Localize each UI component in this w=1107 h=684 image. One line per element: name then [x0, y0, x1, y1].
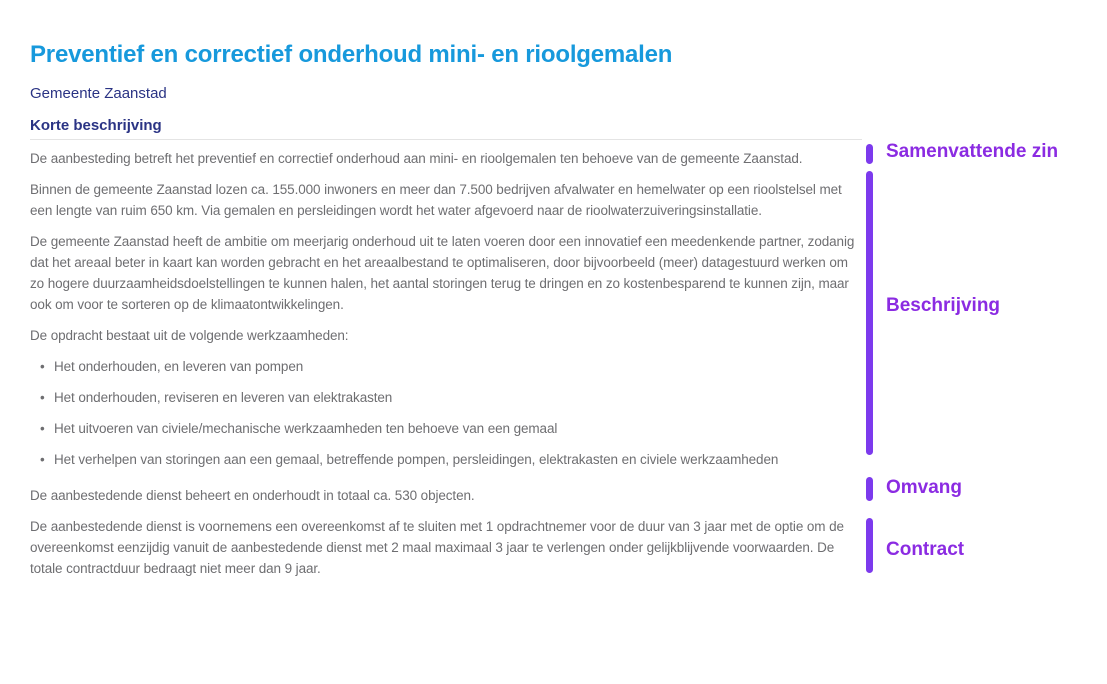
list-item-text: Het verhelpen van storingen aan een gemaal, betreffende pompen, persleidingen, elektrakasten en civiele werkzaamheden [54, 452, 779, 467]
annotation-bar-contract [866, 518, 873, 573]
annotation-bar-samenvattende-zin [866, 144, 873, 164]
bullet-icon: • [40, 421, 45, 436]
bullet-icon: • [40, 452, 45, 467]
list-item [30, 387, 862, 408]
annotation-label-omvang: Omvang [886, 477, 963, 498]
list-item [30, 418, 862, 439]
list-item [30, 449, 862, 470]
paragraph-summary: De aanbesteding betreft het preventief en correctief onderhoud aan mini- en rioolgemalen ten behoeve van de gemeente Zaanstad. [30, 151, 803, 166]
page-title: Preventief en correctief onderhoud mini- en rioolgemalen [30, 41, 673, 68]
section-heading-korte-beschrijving: Korte beschrijving [30, 118, 862, 140]
tasks-list [30, 356, 862, 470]
paragraph-tasks-intro: De opdracht bestaat uit de volgende werkzaamheden: [30, 328, 349, 343]
annotation-label-beschrijving: Beschrijving [886, 295, 1001, 316]
annotation-bar-omvang [866, 477, 873, 501]
list-item-text: Het onderhouden, reviseren en leveren van elektrakasten [54, 390, 393, 405]
paragraph-contract: De aanbestedende dienst is voornemens een overeenkomst af te sluiten met 1 opdrachtnemer voor de duur van 3 jaar met de optie om de overeenkomst eenzijdig vanuit de aanbestedende dienst met 2 maal maximaal 3 jaar te verlengen onder gelijkblijvende voorwaarden. De totale contractduur bedraagt niet meer dan 9 jaar. [30, 519, 844, 576]
tender-content-column [30, 0, 862, 589]
paragraph-ambition: De gemeente Zaanstad heeft de ambitie om meerjarig onderhoud uit te laten voeren door een innovatief een meedenkende partner, zodanig dat het areaal beter in kaart kan worden gebracht en het areaalbestand te optimaliseren, door bijvoorbeeld (meer) datagestuurd werken om zo hogere duurzaamheidsdoelstellingen te kunnen halen, het aantal storingen terug te dringen en zo kostenbesparend te kunnen zijn, maar ook om voor te sorteren op de klimaatontwikkelingen. [30, 234, 855, 312]
list-item-text: Het uitvoeren van civiele/mechanische werkzaamheden ten behoeve van een gemaal [54, 421, 558, 436]
bullet-icon: • [40, 359, 45, 374]
description-body [30, 148, 862, 579]
list-item-text: Het onderhouden, en leveren van pompen [54, 359, 304, 374]
annotation-label-contract: Contract [886, 539, 965, 560]
paragraph-context: Binnen de gemeente Zaanstad lozen ca. 155.000 inwoners en meer dan 7.500 bedrijven afvalwater en hemelwater op een rioolstelsel met een lengte van ruim 650 km. Via gemalen en persleidingen wordt het water afgevoerd naar de rioolwaterzuiveringsinstallatie. [30, 182, 842, 218]
annotation-label-samenvattende-zin: Samenvattende zin [886, 141, 1059, 162]
bullet-icon: • [40, 390, 45, 405]
organization-subtitle: Gemeente Zaanstad [30, 85, 167, 102]
paragraph-scope: De aanbestedende dienst beheert en onderhoudt in totaal ca. 530 objecten. [30, 488, 475, 503]
annotation-bar-beschrijving [866, 171, 873, 455]
list-item [30, 356, 862, 377]
